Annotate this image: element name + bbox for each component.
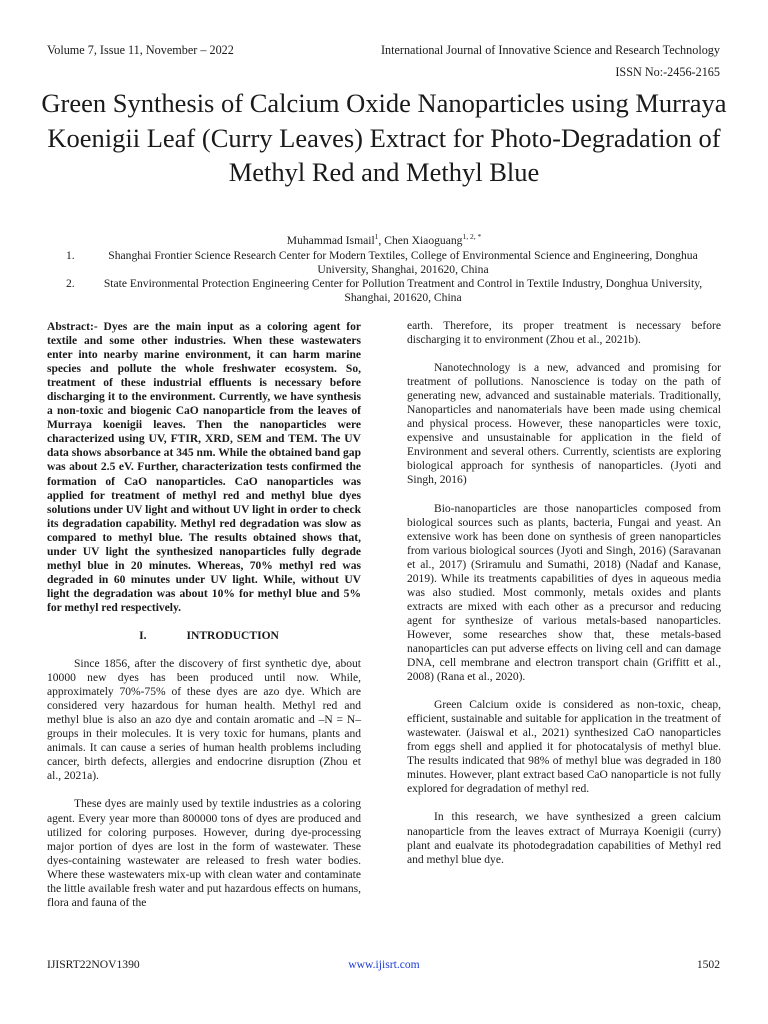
paragraph: These dyes are mainly used by textile industries as a coloring agent. Every year more than 800000 tons of dyes are produced and utilized for coloring purposes. However, during dye-processing major portion of dyes are lost in the form of wastewater. These dyes-containing wastewater are released to fresh water bodies. Where these wastewaters mix-up with clean water and contaminate the little available fresh water and put hazardous effects on humans, flora and fauna of the [47,798,361,909]
abstract: Abstract:- Dyes are the main input as a coloring agent for textile and some other industries. When these wastewaters enter into nearby marine environment, it can harm marine species and pollute the whole freshwater ecosystem. So, treatment of these industrial effluents is necessary before discharging it to the environment. Currently, we have synthesis a non-toxic and biogenic CaO nanoparticle from the leaves of Murraya koenigii leaves. Then the nanoparticles were characterized using UV, FTIR, XRD, SEM and TEM. The UV data shows absorbance at 345 nm. While the obtained band gap was about 2.5 eV. Further, characterization tests confirmed the formation of CaO nanoparticles. CaO nanoparticles was applied for treatment of methyl red and methyl blue dyes solutions under UV light and without UV light in order to check its degradation capability. Methyl red degradation was slow as compared to methyl blue. The results obtained shows that, under UV light the synthesized nanoparticles fully degrade methyl blue in 20 minutes. Whereas, 70% methyl red was degraded in 60 minutes under UV light. While, without UV light the degradation was about 10% for methyl blue and 5% for methyl red respectively. [47,321,361,614]
header-volume: Volume 7, Issue 11, November – 2022 [47,43,234,57]
author-name: Chen Xiaoguang [384,234,463,247]
affiliation-text: Shanghai Frontier Science Research Center for Modern Textiles, College of Environmental Science and Engineering, Donghua University, Shanghai, 201620, China [108,249,698,277]
author-line: Muhammad Ismail$^1$, Chen Xiaoguang$^{1, 2, *}$ [286,232,482,247]
paper-title: Green Synthesis of Calcium Oxide Nanoparticles using Murraya Koenigii Leaf (Curry Leaves) Extract for Photo-Degradation of Methyl Red and Methyl Blue [41,88,727,188]
affiliation-text: State Environmental Protection Engineering Center for Pollution Treatment and Control in Textile Industry, Donghua University, Shanghai, 201620, China [103,277,703,305]
paragraph: In this research, we have synthesized a green calcium nanoparticle from the leaves extract of Murraya Koenigii (curry) plant and eualvate its photodegradation capabilities of Methyl red and methyl blue dye. [407,811,721,866]
section-heading [47,629,361,643]
paragraph: Green Calcium oxide is considered as non-toxic, cheap, efficient, sustainable and suitable for application in the treatment of wastewater. (Jaiswal et al., 2021) synthesized CaO nanoparticles from eggs shell and applied it for photocatalysis of methyl blue. The results indicated that 98% of methyl blue was degraded in 180 minutes. However, plant extract based CaO nanoparticle is not fully explored for degradation of methyl red. [407,699,721,796]
footer-website-link[interactable]: www.ijisrt.com [348,958,420,971]
footer-paper-id: IJISRT22NOV1390 [47,958,140,971]
affiliation [66,249,718,277]
paragraph: Bio-nanoparticles are those nanoparticles composed from biological sources such as plants, bacteria, Fungai and yeast. An extensive work has been done on synthesis of green nanoparticles from various biological sources (Jyoti and Singh, 2016) (Saravanan et al., 2017) (Sriramulu and Sumathi, 2018) (Nadaf and Kanase, 2019). While its treatments capabilities of dyes in aqueous media was also studied. Most commonly, metals oxides and plants extracts are mixed with each other as a precursor and reducing agent for synthesize of various metals-based nanoparticles. However, some researches show that, these metals-based nanoparticles can put adverse effects on living cell and can damage DNA, cell membrane and electron transport chain (Griffitt et al., 2008) (Rana et al., 2020). [407,502,721,684]
author-name: Muhammad Ismail [286,234,375,247]
section-number: I. [139,629,147,642]
section-title: INTRODUCTION [186,629,279,642]
left-column [47,320,361,910]
right-column [407,319,721,867]
affiliation-number: 2. [66,277,75,290]
author-affiliation-mark: 1 [374,232,379,242]
affiliation [66,277,718,305]
paragraph: Since 1856, after the discovery of first synthetic dye, about 10000 new dyes has been produced until now. While, approximately 70%-75% of these dyes are azo dye. Which are considered very hazardous for human health. Methyl red and methyl blue is also an azo dye and contain aromatic and –N = N– groups in their molecules. It is very toxic for humans, plants and animals. It can cause a series of human health problems including cancer, birth defects, allergies and endocrine disruption (Zhou et al., 2021a). [47,658,361,783]
affiliation-number: 1. [66,249,75,262]
footer-page-number: 1502 [696,958,720,971]
author-affiliation-mark: 1, 2, * [462,232,482,242]
header-issn: ISSN No:-2456-2165 [615,65,720,79]
paragraph: earth. Therefore, its proper treatment is necessary before discharging it to environment (Zhou et al., 2021b). [407,320,721,347]
header-journal-name: International Journal of Innovative Science and Research Technology [380,43,720,57]
paragraph: Nanotechnology is a new, advanced and promising for treatment of pollutions. Nanoscience is today on the path of generating new, advanced and sustainable materials. Traditionally, Nanoparticles and nanomaterials have been made using chemical and physical process. However, these nanoparticles were toxic, expensive and unsustainable for application in the field of Environment and several others. Currently, scientists are exploring biological approach for synthesis of nanoparticles. (Jyoti and Singh, 2016) [407,362,721,487]
